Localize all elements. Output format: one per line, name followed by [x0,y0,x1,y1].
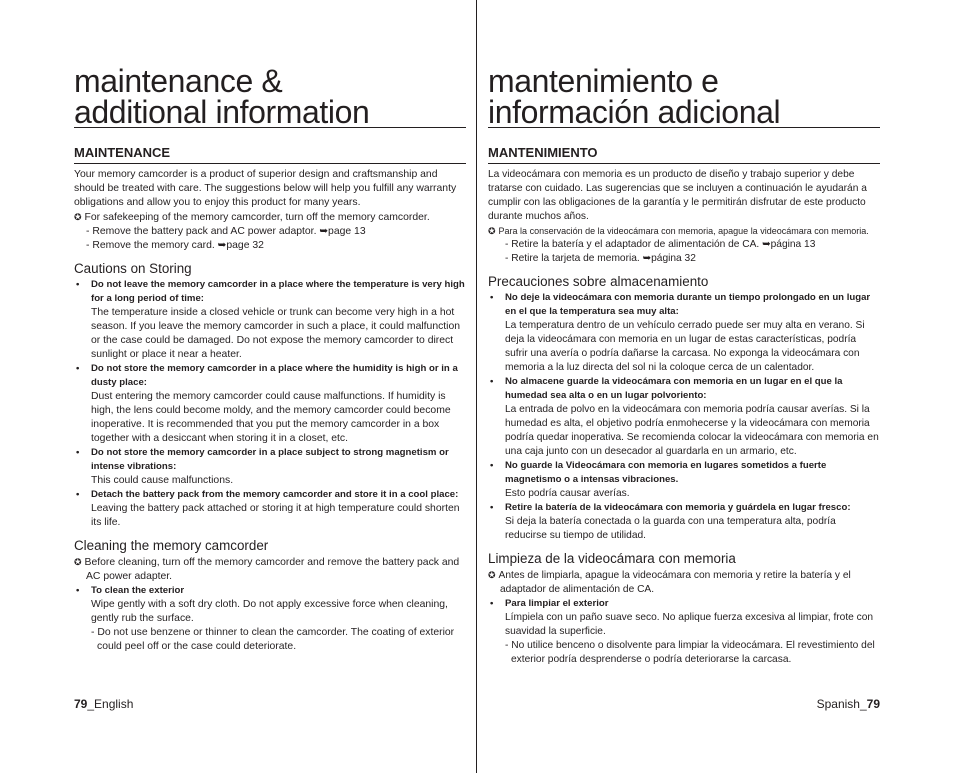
gear-note-icon: ✪ [74,557,82,567]
bullet-dash: - Do not use benzene or thinner to clean the camcorder. The coating of exterior could peel off or the case could deteriorate. [91,627,455,652]
bullet-text: Wipe gently with a soft dry cloth. Do not apply excessive force when cleaning, gently rub the surface. [91,599,448,624]
gear-note-icon: ✪ [74,212,82,222]
note-text: Before cleaning, turn off the memory camcorder and remove the battery pack and AC power adapter. [84,557,460,582]
note [488,568,880,597]
page-title [74,63,466,130]
note [488,224,880,238]
bullet-head: • Do not store the memory camcorder in a place subject to strong magnetism or intense vibrations: [74,446,466,474]
bullet-text: Si deja la batería conectada o la guarda con una temperatura alta, podría reducirse su tiempo de utilidad. [505,516,836,541]
page-number-right [817,697,880,711]
bullet-head: • Do not leave the memory camcorder in a place where the temperature is very high for a long period of time: [74,278,466,306]
subheading-storing: Precauciones sobre almacenamiento [488,274,709,289]
bullet-head: • Retire la batería de la videocámara con memoria y guárdela en lugar fresco: [488,501,880,515]
page-number: 79 [74,697,88,711]
gear-note-icon: ✪ [488,226,496,236]
note-detail: - Retire la tarjeta de memoria. ➥página 32 [505,253,696,264]
bullet-head: • No guarde la Videocámara con memoria en lugares sometidos a fuerte magnetismo o a intensas vibraciones. [488,459,880,487]
bullet-text: Dust entering the memory camcorder could cause malfunctions. If humidity is high, the lens could become moldy, and the memory camcorder could become inoperative. It is recommended that you put the memory camcorder in a box together with a desiccant when storing it in a closet, etc. [91,391,451,444]
note [74,555,466,584]
section-body [488,168,880,667]
note [74,210,466,225]
bullet-dash: - No utilice benceno o disolvente para limpiar la videocámara. El revestimiento del exterior podría desprenderse o podría deteriorarse la carcasa. [505,640,875,665]
page-title-line1: mantenimiento e [488,63,719,99]
subheading-storing: Cautions on Storing [74,261,192,276]
note-detail: - Remove the battery pack and AC power adaptor. ➥page 13 [86,226,366,237]
page-title-line2: additional information [74,94,370,130]
bullet-head: • No deje la videocámara con memoria durante un tiempo prolongado en un lugar en el que la temperatura sea muy alta: [488,291,880,319]
bullet-head: • Detach the battery pack from the memory camcorder and store it in a cool place: [74,488,466,502]
note-text: For safekeeping of the memory camcorder, turn off the memory camcorder. [84,212,430,223]
bullet-head: • Do not store the memory camcorder in a place where the humidity is high or in a dusty place: [74,362,466,390]
bullet-text: Esto podría causar averías. [505,488,630,499]
note-text: Para la conservación de la videocámara con memoria, apague la videocámara con memoria. [498,226,869,236]
page-title [488,63,880,130]
bullet-text: Límpiela con un paño suave seco. No aplique fuerza excesiva al limpiar, frote con suavidad la superficie. [505,612,874,637]
gear-note-icon: ✪ [488,570,496,580]
intro-paragraph: Your memory camcorder is a product of superior design and craftsmanship and should be treated with care. The suggestions below will help you fulfill any warranty obligations and allow you to enjoy this product for many years. [74,169,457,208]
page-number-left [74,697,133,711]
bullet-text: La entrada de polvo en la videocámara con memoria podría causar averías. Si la humedad es alta, el objetivo podría enmohecerse y la videocámara con memoria podría quedar inoperativa. Se recomienda colocar la videocámara con memoria en una caja junto con un desecador al guardarla en un armario, etc. [505,404,879,457]
bullet-text: This could cause malfunctions. [91,475,234,486]
section-heading: MANTENIMIENTO [488,144,880,164]
section-heading: MAINTENANCE [74,144,466,164]
page-title-line1: maintenance & [74,63,283,99]
section-body [74,168,466,654]
intro-paragraph: La videocámara con memoria es un producto de diseño y trabajo superior y debe tratarse con cuidado. Las sugerencias que se incluyen a continuación le ayudarán a cumplir con las obligaciones de la garantía y le permitirán disfrutar de este producto durante muchos años. [488,169,867,222]
bullet-text: Leaving the battery pack attached or storing it at high temperature could shorten its life. [91,503,460,528]
note-detail: - Remove the memory card. ➥page 32 [86,240,264,251]
page-divider [476,0,477,773]
bullet-text: The temperature inside a closed vehicle or trunk can become very high in a hot season. If you leave the memory camcorder in such a place, it could malfunction or the case could be damaged. Do not expose the memory camcorder to direct sunlight or place it near a heater. [91,307,461,360]
page-title-line2: información adicional [488,94,781,130]
note-text: Antes de limpiarla, apague la videocámara con memoria y retire la batería y el adaptador de alimentación de CA. [498,570,851,595]
page-language: _English [87,697,134,711]
bullet-head: • To clean the exterior [74,584,466,598]
bullet-head: • No almacene guarde la videocámara con memoria en un lugar en el que la humedad sea alta o en un lugar polvoriento: [488,375,880,403]
note-detail: - Retire la batería y el adaptador de alimentación de CA. ➥página 13 [505,239,816,250]
subheading-cleaning: Cleaning the memory camcorder [74,538,269,553]
bullet-text: La temperatura dentro de un vehículo cerrado puede ser muy alta en verano. Si deja la videocámara con memoria en un lugar de estas características, podría sufrir una avería o podría dañarse la carcasa. No exponga la videocámara con memoria a la luz directa del sol ni la coloque cerca de un calentador. [505,320,865,373]
page-number: 79 [866,697,880,711]
subheading-cleaning: Limpieza de la videocámara con memoria [488,551,736,566]
page-language: Spanish_ [816,697,867,711]
bullet-head: • Para limpiar el exterior [488,597,880,611]
